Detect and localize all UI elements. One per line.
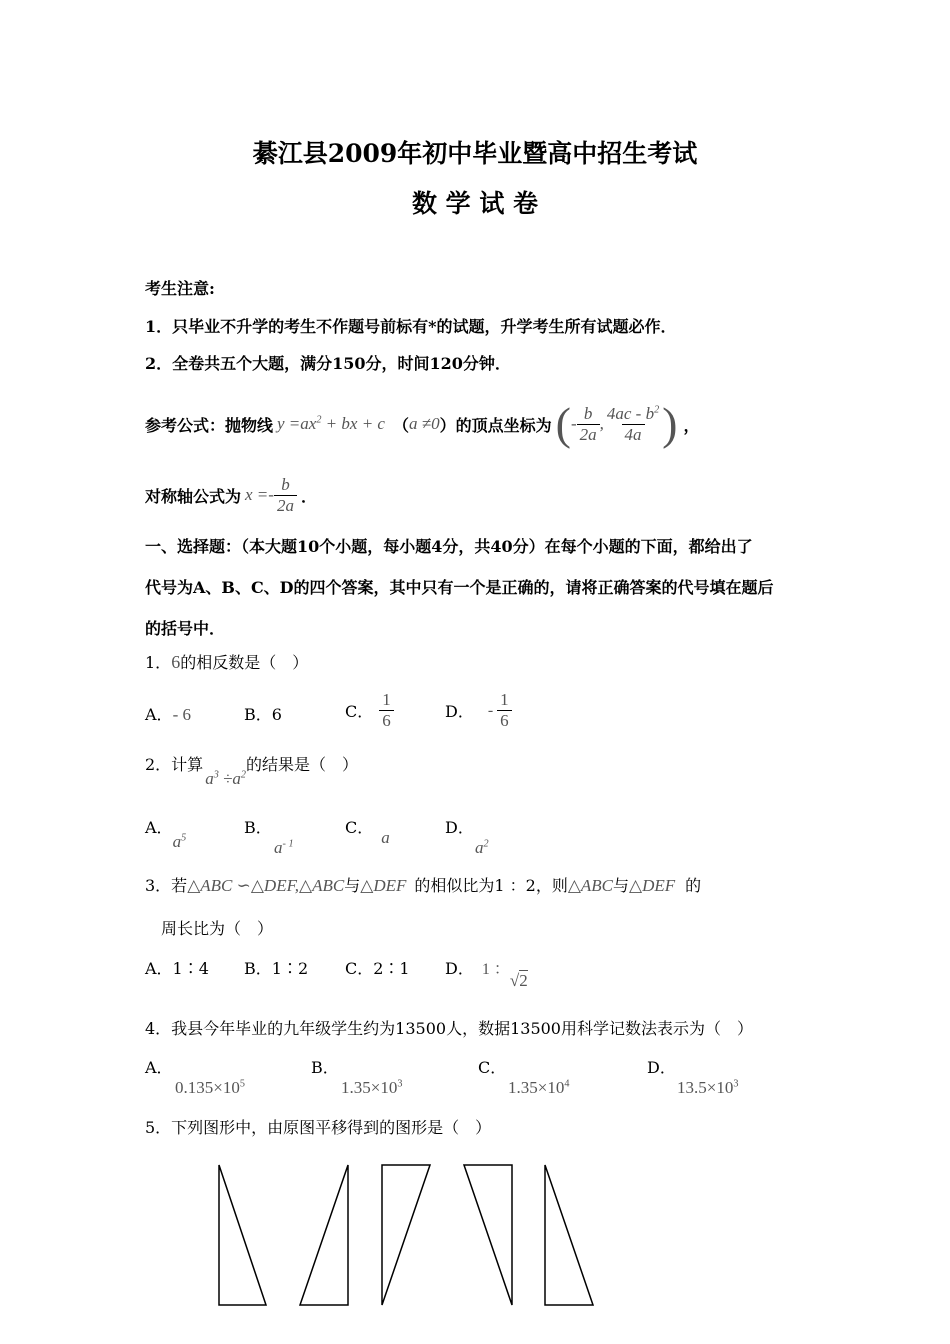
q4-c-label: C． — [478, 1058, 507, 1077]
q4-b-value: $1.35\times 10^3$ — [341, 1078, 403, 1097]
q2-a-value: $a^5$ — [172, 832, 187, 851]
exam-title: 綦江县2009年初中毕业暨高中招生考试 — [252, 139, 698, 168]
fraction-b-2a: $\frac{b}{2a}$ — [577, 404, 600, 445]
q3-d-sqrt: √2 — [509, 971, 528, 990]
q1-value: 6 — [171, 652, 181, 672]
axis-text: 对称轴公式为 — [145, 486, 242, 506]
formula-prefix: 参考公式：抛物线 — [145, 415, 274, 435]
q3-triangle-def-2: △DEF — [629, 876, 676, 895]
q4-c-value: $1.35\times 10^4$ — [508, 1078, 570, 1097]
condition-expr: a ≠0 — [408, 414, 440, 433]
section1-line-1: 一、选择题：（本大题10个小题，每小题4分，共40分）在每个小题的下面，都给出了 — [145, 537, 753, 556]
axis-fraction: $\frac{b}{2a}$ — [274, 475, 297, 516]
notice-item-2: 2．全卷共五个大题，满分150分，时间120分钟． — [145, 354, 511, 373]
condition-open: （ — [392, 415, 409, 435]
axis-period: ． — [300, 486, 317, 506]
q1-d-sign: - — [487, 701, 494, 719]
q3-d-label: D． — [445, 959, 474, 978]
q3-and-1: 与 — [344, 876, 361, 895]
q4-stem: 4．我县今年毕业的九年级学生约为13500人，数据13500用科学记数法表示为（ ） — [145, 1019, 753, 1038]
q1-number: 1． — [145, 653, 172, 672]
q4-d-label: D． — [647, 1058, 676, 1077]
q3-similar-expr: △ABC ∽△DEF,△ABC — [187, 876, 345, 895]
q3-option-a: A．1∶4 — [145, 959, 209, 978]
q2-c-value: a — [381, 828, 390, 847]
notice-item-1: 1．只毕业不升学的考生不作题号前标有*的试题，升学考生所有试题必作． — [145, 317, 677, 336]
parabola-equation: $y =ax^2$ + bx + c — [277, 414, 385, 433]
q3-line-2: 周长比为（ ） — [161, 919, 274, 938]
q3-triangle-def: △DEF — [360, 876, 407, 895]
vertex-formula: ( - $\frac{b}{2a}$ , $\frac{4ac - b^2}{4a}$ ) — [555, 398, 678, 449]
q2-expression: $a^3 \div a^2$ — [205, 769, 246, 788]
q4-a-label: A． — [145, 1058, 173, 1077]
q1-c-label: C． — [345, 702, 374, 721]
option-a-triangle[interactable] — [300, 1165, 348, 1305]
notice-heading: 考生注意: — [145, 279, 215, 298]
q2-d-label: D． — [445, 818, 474, 837]
left-paren: ( — [555, 398, 571, 449]
q3-triangle-abc-2: △ABC — [567, 876, 614, 895]
q2-text: 的结果是（ ） — [245, 755, 358, 774]
axis-equation: x =- — [245, 485, 274, 504]
option-b-triangle[interactable] — [382, 1165, 430, 1305]
q3-option-b: B．1∶2 — [244, 959, 309, 978]
option-d-triangle[interactable] — [545, 1165, 593, 1305]
q1-d-fraction: $\frac{1}{6}$ — [497, 690, 512, 731]
q1-option-b: B．6 — [244, 705, 282, 724]
q4-a-value: $0.135\times 10^5$ — [175, 1078, 245, 1097]
condition-close: ） — [439, 415, 456, 435]
q3-ratio-text: 的相似比为1 ：2，则 — [414, 876, 568, 895]
section1-line-2: 代号为A、B、C、D的四个答案，其中只有一个是正确的，请将正确答案的代号填在题后 — [145, 578, 774, 597]
q3-and-2: 与 — [613, 876, 630, 895]
vertex-text: 的顶点坐标为 — [455, 415, 552, 435]
q5-stem: 5．下列图形中，由原图平移得到的图形是（ ） — [145, 1118, 492, 1137]
q1-c-fraction: $\frac{1}{6}$ — [379, 690, 394, 731]
q3-prefix: 3．若 — [145, 876, 188, 895]
exam-subtitle: 数 学 试 卷 — [411, 189, 539, 218]
q2-b-label: B． — [244, 818, 272, 837]
q1-d-label: D． — [445, 702, 474, 721]
q4-d-value: $13.5\times 10^3$ — [677, 1078, 739, 1097]
right-paren: ) — [662, 398, 678, 449]
q2-d-value: $a^2$ — [475, 838, 489, 857]
q1-a-value: - 6 — [172, 705, 191, 724]
option-c-triangle[interactable] — [464, 1165, 512, 1305]
q1-a-label: A． — [145, 705, 173, 724]
q2-number: 2．计算 — [145, 755, 204, 774]
q3-d-value: 1 ： — [481, 961, 510, 978]
q3-de: 的 — [685, 876, 702, 895]
q2-c-label: C． — [345, 818, 374, 837]
section1-line-3: 的括号中． — [145, 619, 226, 638]
q3-option-c: C．2∶1 — [345, 959, 410, 978]
q1-text: 的相反数是（ ） — [180, 653, 309, 672]
fraction-4ac-b2: $\frac{4ac - b^2}{4a}$ — [606, 403, 660, 444]
q4-b-label: B． — [311, 1058, 339, 1077]
q2-a-label: A． — [145, 818, 173, 837]
q2-b-value: $a^{- 1}$ — [274, 838, 294, 857]
original-triangle — [219, 1165, 266, 1305]
formula-comma: ， — [683, 415, 700, 435]
